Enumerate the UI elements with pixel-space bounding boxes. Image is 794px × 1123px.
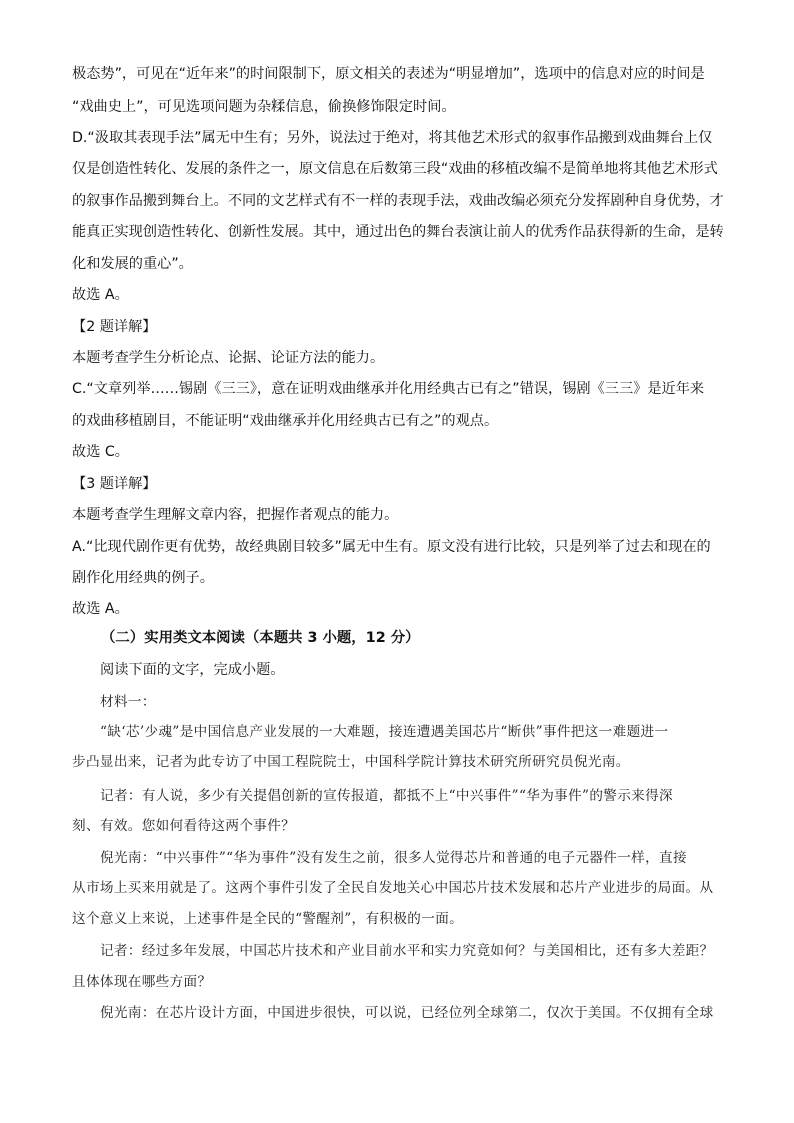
answer-text-line: “戏曲史上”，可见选项问题为杂糅信息，偷换修饰限定时间。 — [72, 99, 456, 115]
section-label: 【3 题详解】 — [72, 476, 157, 492]
section-label: 【2 题详解】 — [72, 319, 157, 335]
section-heading: （二）实用类文本阅读（本题共 3 小题，12 分） — [101, 630, 420, 646]
article-text-line: 从市场上买来用就是了。这两个事件引发了全民自发地关心中国芯片技术发展和芯片产业进步的局面。从 — [72, 880, 714, 896]
answer-text-line: 剧作化用经典的例子。 — [72, 570, 214, 586]
answer-text-line: 仅是创造性转化、发展的条件之一，原文信息在后数第三段“戏曲的移植改编不是简单地将其他艺术形式 — [72, 161, 718, 177]
article-text-line: 倪光南：在芯片设计方面，中国进步很快，可以说，已经位列全球第二，仅次于美国。不仅拥有全球 — [100, 1005, 714, 1021]
answer-text-line: 的叙事作品搬到舞台上。不同的文艺样式有不一样的表现手法，戏曲改编必须充分发挥剧种自身优势，才 — [72, 193, 724, 209]
answer-text-line: C.“文章列举……锡剧《三三》，意在证明戏曲继承并化用经典古已有之”错误，锡剧《三三》是近年来 — [72, 381, 705, 397]
answer-text-line: 化和发展的重心”。 — [72, 256, 193, 272]
answer-conclusion: 故选 A。 — [72, 287, 129, 303]
answer-conclusion: 故选 C。 — [72, 444, 129, 460]
article-text-line: “缺‘芯’少魂”是中国信息产业发展的一大难题，接连遭遇美国芯片“断供”事件把这一难题进一 — [100, 724, 669, 740]
instruction-text: 阅读下面的文字，完成小题。 — [100, 662, 285, 678]
article-text-line: 倪光南：“中兴事件”“华为事件”没有发生之前，很多人觉得芯片和普通的电子元器件一样，直接 — [100, 850, 687, 866]
answer-conclusion: 故选 A。 — [72, 601, 129, 617]
article-text-line: 记者：经过多年发展，中国芯片技术和产业目前水平和实力究竟如何？与美国相比，还有多大差距？ — [100, 943, 714, 959]
article-text-line: 刻、有效。您如何看待这两个事件？ — [72, 818, 296, 834]
answer-text-line: D.“汲取其表现手法”属无中生有；另外，说法过于绝对，将其他艺术形式的叙事作品搬到戏曲舞台上仅 — [72, 130, 713, 146]
answer-text-line: 极态势”，可见在“近年来”的时间限制下，原文相关的表述为“明显增加”，选项中的信息对应的时间是 — [72, 66, 705, 82]
article-text-line: 且体体现在哪些方面？ — [72, 974, 212, 990]
answer-text-line: 本题考查学生分析论点、论据、论证方法的能力。 — [72, 350, 385, 366]
article-text-line: 步凸显出来，记者为此专访了中国工程院院士，中国科学院计算技术研究所研究员倪光南。 — [72, 754, 630, 770]
answer-text-line: A.“比现代剧作更有优势，故经典剧目较多”属无中生有。原文没有进行比较，只是列举了过去和现在的 — [72, 539, 711, 555]
answer-text-line: 本题考查学生理解文章内容，把握作者观点的能力。 — [72, 507, 399, 523]
answer-text-line: 的戏曲移植剧目，不能证明“戏曲继承并化用经典古已有之”的观点。 — [72, 413, 499, 429]
answer-text-line: 能真正实现创造性转化、创新性发展。其中，通过出色的舞台表演让前人的优秀作品获得新的生命，是转 — [72, 224, 724, 240]
article-text-line: 这个意义上来说，上述事件是全民的“警醒剂”，有积极的一面。 — [72, 911, 464, 927]
material-label: 材料一： — [100, 694, 156, 710]
article-text-line: 记者：有人说，多少有关提倡创新的宣传报道，都抵不上“中兴事件”“华为事件”的警示来得深 — [100, 788, 674, 804]
